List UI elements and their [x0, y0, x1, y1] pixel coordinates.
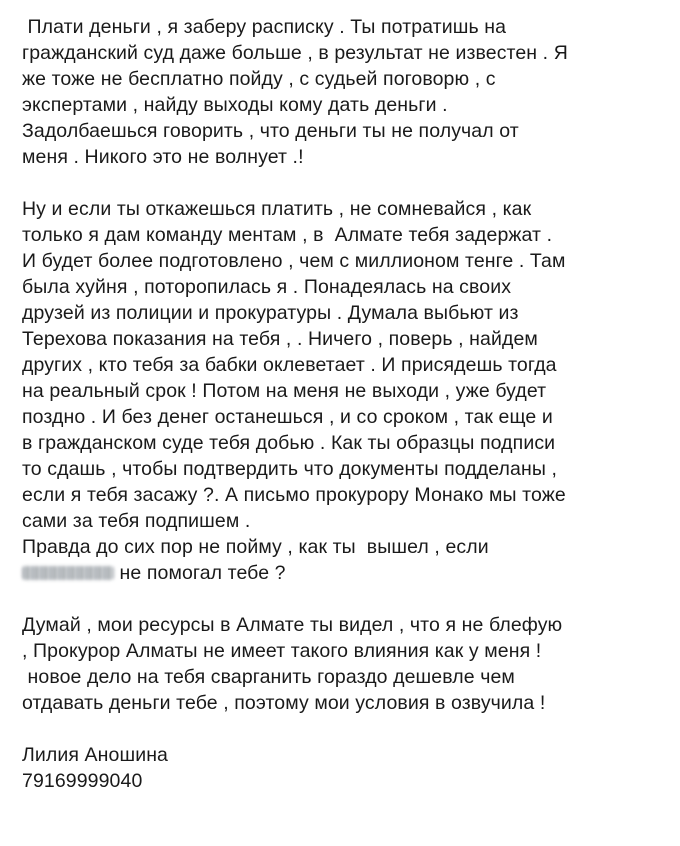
text-line: Правда до сих пор не пойму , как ты вышел , если	[22, 536, 489, 558]
text-line: сами за тебя подпишем .	[22, 510, 251, 532]
paragraph-gap	[22, 586, 672, 612]
redacted-text-line	[22, 560, 672, 586]
message-document	[22, 14, 672, 794]
text-line: если я тебя засажу ?. А письмо прокурору Монако мы тоже	[22, 484, 566, 506]
text-line: экспертами , найду выходы кому дать деньги .	[22, 94, 448, 116]
text-line: на реальный срок ! Потом на меня не выходи , уже будет	[22, 380, 547, 402]
text-line: отдавать деньги тебе , поэтому мои условия в озвучила !	[22, 692, 546, 714]
text-line: поздно . И без денег останешься , и со сроком , так еще и	[22, 406, 553, 428]
text-line: то сдашь , чтобы подтвердить что документы подделаны ,	[22, 458, 557, 480]
text-line: Плати деньги , я заберу расписку . Ты потратишь на	[22, 16, 507, 38]
text-line: Задолбаешься говорить , что деньги ты не получал от	[22, 120, 519, 142]
paragraph-gap	[22, 170, 672, 196]
signature-phone: 79169999040	[22, 770, 143, 792]
text-line: , Прокурор Алматы не имеет такого влияния как у меня !	[22, 640, 542, 662]
signature-block	[22, 742, 672, 794]
paragraph-2	[22, 196, 672, 586]
text-fragment: не помогал тебе ?	[114, 562, 286, 584]
paragraph-3	[22, 612, 672, 716]
text-line: Терехова показания на тебя , . Ничего , поверь , найдем	[22, 328, 538, 350]
text-line: других , кто тебя за бабки оклеветает . И присядешь тогда	[22, 354, 557, 376]
text-line: меня . Никого это не волнует .!	[22, 146, 304, 168]
text-line: Ну и если ты откажешься платить , не сомневайся , как	[22, 198, 532, 220]
text-line: только я дам команду ментам , в Алмате тебя задержат .	[22, 224, 553, 246]
redacted-name-blur	[22, 566, 114, 580]
signature-name: Лилия Аношина	[22, 744, 169, 766]
text-line: И будет более подготовлено , чем с миллионом тенге . Там	[22, 250, 566, 272]
paragraph-gap	[22, 716, 672, 742]
text-line: новое дело на тебя сварганить гораздо дешевле чем	[22, 666, 515, 688]
text-line: друзей из полиции и прокуратуры . Думала выбьют из	[22, 302, 519, 324]
text-line: Думай , мои ресурсы в Алмате ты видел , что я не блефую	[22, 614, 563, 636]
text-line: в гражданском суде тебя добью . Как ты образцы подписи	[22, 432, 556, 454]
text-line: была хуйня , поторопилась я . Понадеялась на своих	[22, 276, 512, 298]
paragraph-1	[22, 14, 672, 170]
text-line: же тоже не бесплатно пойду , с судьей поговорю , с	[22, 68, 496, 90]
text-line: гражданский суд даже больше , в результат не известен . Я	[22, 42, 568, 64]
